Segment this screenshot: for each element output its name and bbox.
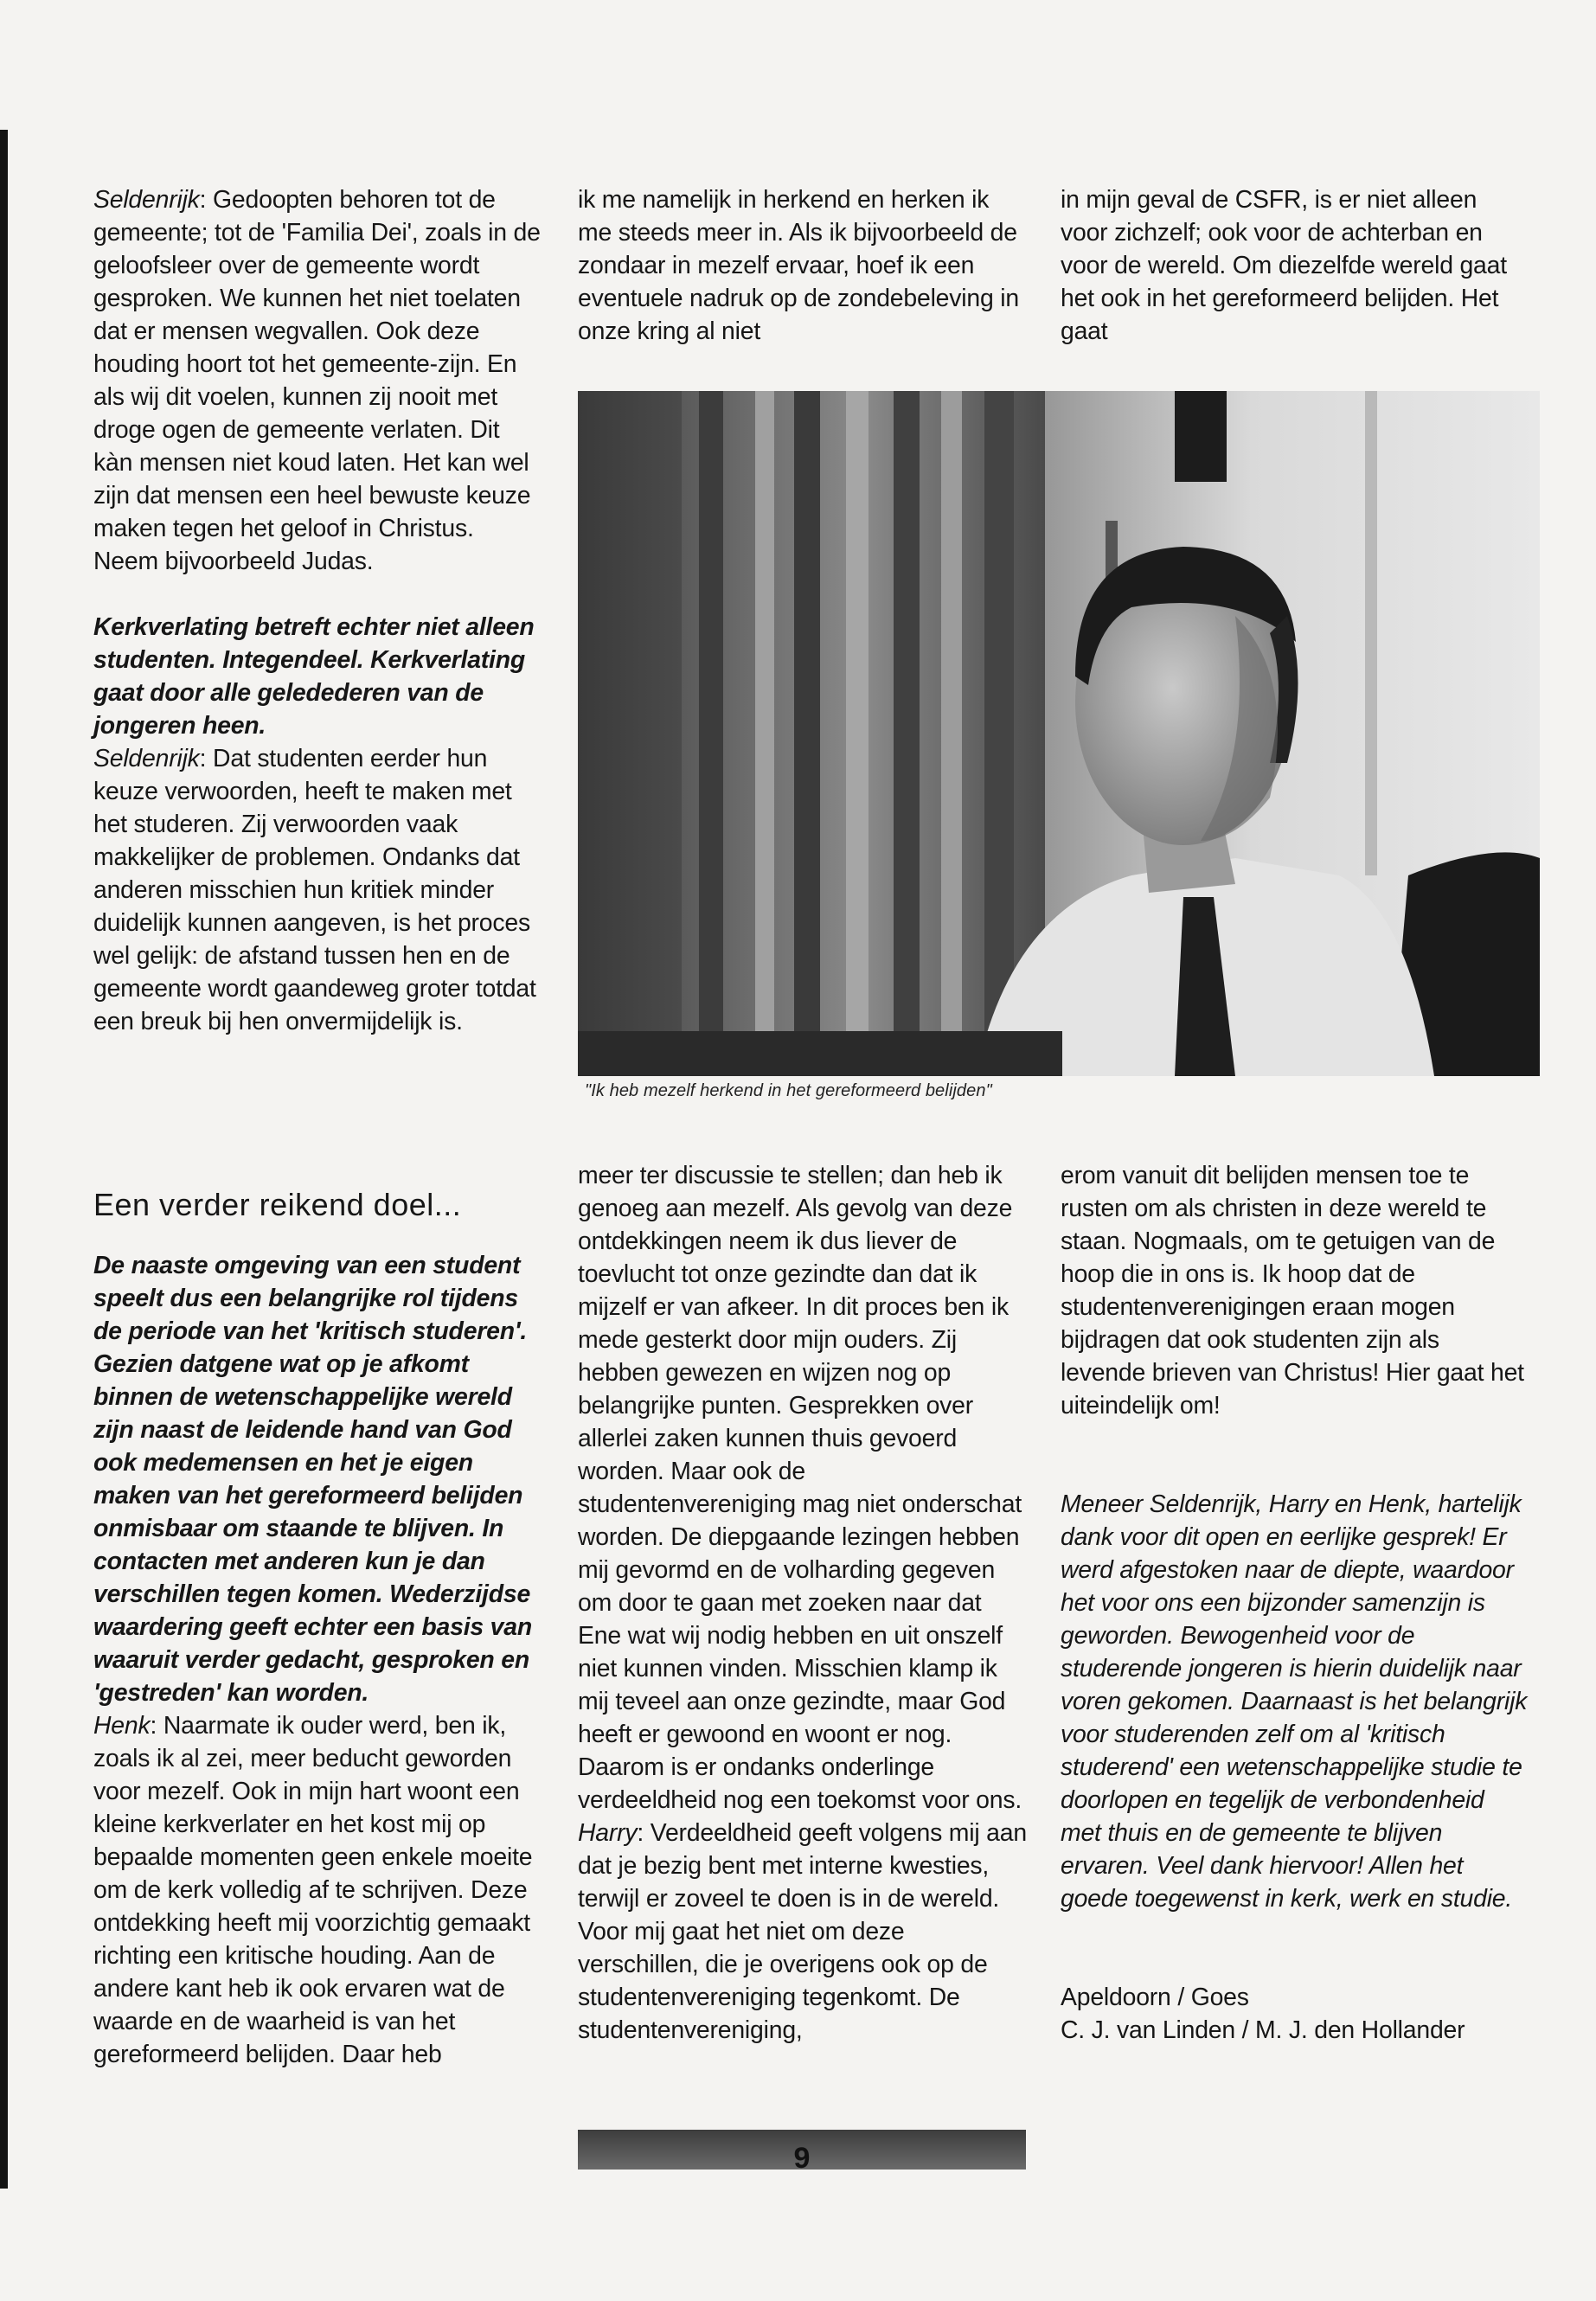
paragraph-seldenrijk-2 <box>93 742 543 1038</box>
paragraph-henk-cont-2: meer ter discussie te stellen; dan heb ik genoeg aan mezelf. Als gevolg van deze ontdekkingen neem ik dus liever de toevlucht tot onze gezindte dan dat ik mijzelf er van afkeer. In dit proces ben ik mede gesterkt door mijn ouders. Zij hebben gewezen en wijzen nog op belangrijke punten. Gesprekken over allerlei zaken kunnen thuis gevoerd worden. Maar ook de studentenvereniging mag niet onderschat worden. De diepgaande lezingen hebben mij gevormd en de volharding gegeven om door te gaan met zoeken naar dat Ene wat wij nodig hebben en uit onszelf niet kunnen vinden. Misschien klamp ik mij teveel aan onze gezindte, maar God heeft er gewoond en woont er nog. Daarom is er ondanks onderlinge verdeeldheid nog een toekomst voor ons. <box>578 1162 1022 1814</box>
portrait-photo <box>578 391 1540 1076</box>
paragraph-text: : Verdeeldheid geeft volgens mij aan dat je bezig bent met interne kwesties, terwijl er zoveel te doen is in de wereld. Voor mij gaat het niet om deze verschillen, die je overigens ook op de studentenvereniging tegenkomt. De studentenvereniging, <box>578 1819 1027 2044</box>
portrait-illustration <box>578 391 1540 1076</box>
place-line: Apeldoorn / Goes <box>1061 1984 1249 2011</box>
interviewer-question-1: Kerkverlating betreft echter niet alleen studenten. Integendeel. Kerkverlating gaat door alle geledederen van de jongeren heen. <box>93 613 535 740</box>
paragraph-henk-continued: ik me namelijk in herkend en herken ik me steeds meer in. Als ik bijvoorbeeld de zondaar in mezelf ervaar, hoef ik een eventuele nadruk op de zondebeleving in onze kring al niet <box>578 186 1019 345</box>
column-3-bottom <box>1061 1159 1528 2047</box>
column-1 <box>93 183 543 1038</box>
interviewer-question-2: De naaste omgeving van een student speelt dus een belangrijke rol tijdens de periode van het 'kritisch studeren'. Gezien datgene wat op je afkomt binnen de wetenschappelijke wereld zijn naast de leidende hand van God ook medemensen en het je eigen maken van het gereformeerd belijden onmisbaar om staande te blijven. In contacten met anderen kun je dan verschillen tegen komen. Wederzijdse waardering geeft echter een basis van waaruit verder gedacht, gesproken en 'gestreden' kan worden. <box>93 1252 532 1707</box>
speaker-name: Henk <box>93 1712 151 1740</box>
authors-line: C. J. van Linden / M. J. den Hollander <box>1061 2016 1465 2044</box>
column-2-bottom <box>578 1159 1028 2047</box>
speaker-name: Seldenrijk <box>93 186 200 214</box>
photo-caption: "Ik heb mezelf herkend in het gereformeerd belijden" <box>585 1081 992 1100</box>
paragraph-text: : Gedoopten behoren tot de gemeente; tot de 'Familia Dei', zoals in de geloofsleer over de gemeente wordt gesproken. We kunnen het niet toelaten dat er mensen wegvallen. Ook deze houding hoort tot het gemeente-zijn. En als wij dit voelen, kunnen zij nooit met droge ogen de gemeente verlaten. Dit kàn mensen niet koud laten. Het kan wel zijn dat mensen een heel bewuste keuze maken tegen het geloof in Christus. Neem bijvoorbeeld Judas. <box>93 186 541 575</box>
paragraph-harry-cont-2: erom vanuit dit belijden mensen toe te rusten om als christen in deze wereld te staan. Nogmaals, om te getuigen van de hoop die in ons is. Ik hoop dat de studentenverenigingen eraan mogen bijdragen dat ook studenten zijn als levende brieven van Christus! Hier gaat het uiteindelijk om! <box>1061 1162 1524 1420</box>
paragraph-text: : Dat studenten eerder hun keuze verwoorden, heeft te maken met het studeren. Zij verwoorden vaak makkelijker de problemen. Ondanks dat anderen misschien hun kritiek minder duidelijk kunnen aangeven, is het proces wel gelijk: de afstand tussen hen en de gemeente wordt gaandeweg groter totdat een breuk bij hen onvermijdelijk is. <box>93 745 536 1035</box>
page-number-bar <box>578 2130 1026 2175</box>
curtain <box>682 391 1045 1076</box>
page-edge-bar <box>0 130 8 2189</box>
section-heading: Een verder reikend doel... <box>93 1187 462 1222</box>
closing-thanks: Meneer Seldenrijk, Harry en Henk, hartelijk dank voor dit open en eerlijke gesprek! Er werd afgestoken naar de diepte, waardoor het voor ons een bijzonder samenzijn is geworden. Bewogenheid voor de studerende jongeren is hierin duidelijk naar voren gekomen. Daarnaast is het belangrijk voor studerenden zelf om al 'kritisch studerend' een wetenschappelijke studie te doorlopen en tegelijk de verbondenheid met thuis en de gemeente te blijven ervaren. Veel dank hiervoor! Allen het goede toegewenst in kerk, werk en studie. <box>1061 1490 1528 1913</box>
paragraph-harry <box>578 1817 1028 2047</box>
paragraph-text: : Naarmate ik ouder werd, ben ik, zoals ik al zei, meer beducht geworden voor mezelf. Ook in mijn hart woont een kleine kerkverlater en het kost mij op bepaalde momenten geen enkele moeite om de kerk volledig af te schrijven. Deze ontdekking heeft mij voorzichtig gemaakt richting een kritische houding. Aan de andere kant heb ik ook ervaren wat de waarde en de waarheid is van het gereformeerd belijden. Daar heb <box>93 1712 533 2068</box>
column-1-lower <box>93 1185 543 2071</box>
paragraph-harry-continued: in mijn geval de CSFR, is er niet alleen voor zichzelf; ook voor de achterban en voor de wereld. Om diezelfde wereld gaat het ook in het gereformeerd belijden. Het gaat <box>1061 186 1507 345</box>
column-3-top <box>1061 183 1528 348</box>
lamp-shape <box>1175 391 1227 482</box>
speaker-name: Seldenrijk <box>93 745 200 772</box>
paragraph-seldenrijk-1 <box>93 183 543 578</box>
page-number: 9 <box>793 2142 811 2175</box>
column-2-top <box>578 183 1028 348</box>
speaker-name: Harry <box>578 1819 638 1847</box>
paragraph-henk <box>93 1709 543 2071</box>
